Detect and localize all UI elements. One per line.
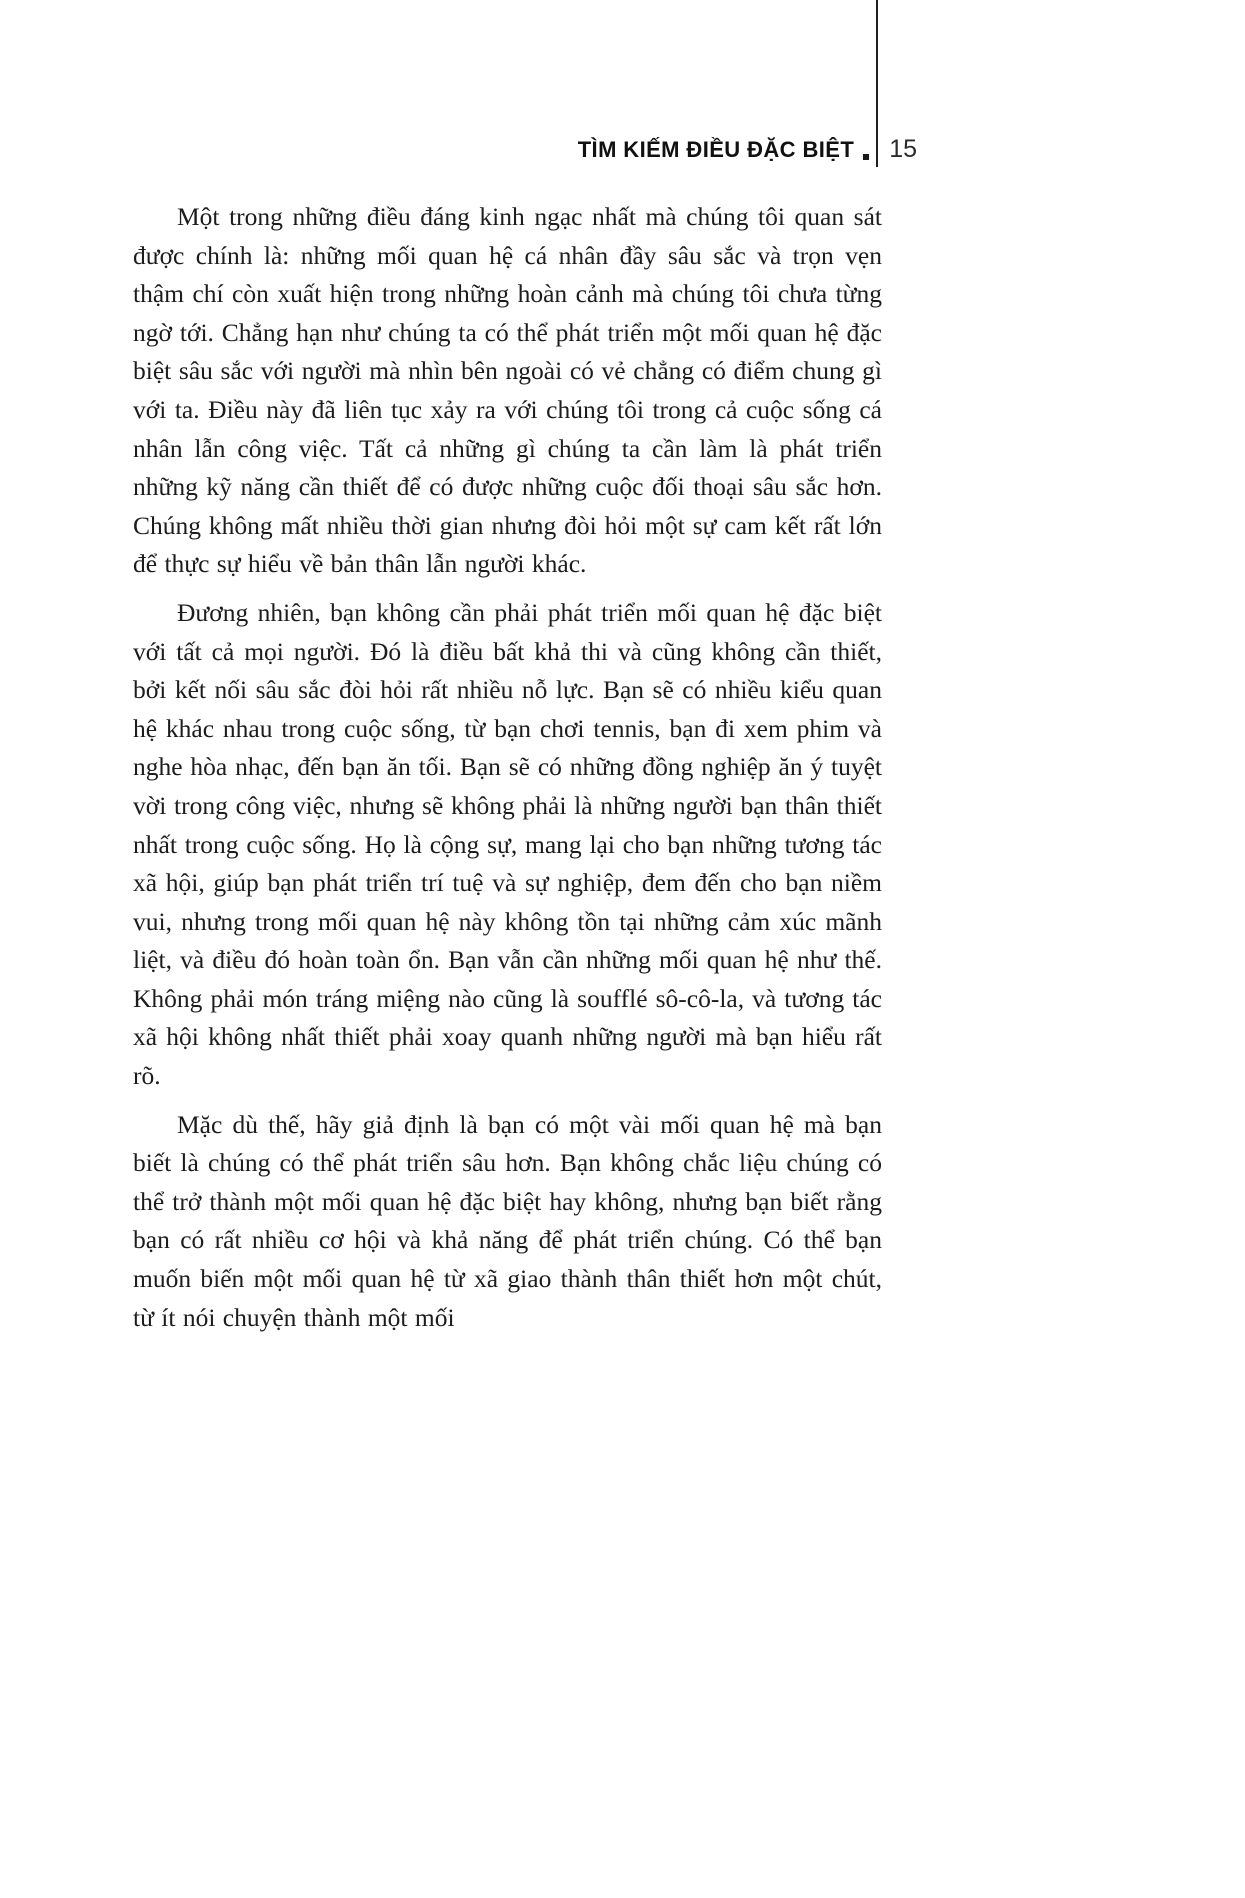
paragraph: Mặc dù thế, hãy giả định là bạn có một vài mối quan hệ mà bạn biết là chúng có thể phát triển sâu hơn. Bạn không chắc liệu chúng có thể trở thành một mối quan hệ đặc biệt hay không, nhưng bạn biết rằng bạn có rất nhiều cơ hội và khả năng để phát triển chúng. Có thể bạn muốn biến một mối quan hệ từ xã giao thành thân thiết hơn một chút, từ ít nói chuyện thành một mối (133, 1109, 882, 1332)
paragraph: Một trong những điều đáng kinh ngạc nhất mà chúng tôi quan sát được chính là: những mối quan hệ cá nhân đầy sâu sắc và trọn vẹn thậm chí còn xuất hiện trong những hoàn cảnh mà chúng tôi chưa từng ngờ tới. Chẳng hạn như chúng ta có thể phát triển một mối quan hệ đặc biệt sâu sắc với người mà nhìn bên ngoài có vẻ chẳng có điểm chung gì với ta. Điều này đã liên tục xảy ra với chúng tôi trong cả cuộc sống cá nhân lẫn công việc. Tất cả những gì chúng ta cần làm là phát triển những kỹ năng cần thiết để có được những cuộc đối thoại sâu sắc hơn. Chúng không mất nhiều thời gian nhưng đòi hỏi một sự cam kết rất lớn để thực sự hiểu về bản thân lẫn người khác. (133, 202, 882, 579)
body-text (133, 198, 882, 1347)
paragraph: Đương nhiên, bạn không cần phải phát triển mối quan hệ đặc biệt với tất cả mọi người. Đó là điều bất khả thi và cũng không cần thiết, bởi kết nối sâu sắc đòi hỏi rất nhiều nỗ lực. Bạn sẽ có nhiều kiểu quan hệ khác nhau trong cuộc sống, từ bạn chơi tennis, bạn đi xem phim và nghe hòa nhạc, đến bạn ăn tối. Bạn sẽ có những đồng nghiệp ăn ý tuyệt vời trong công việc, nhưng sẽ không phải là những người bạn thân thiết nhất trong cuộc sống. Họ là cộng sự, mang lại cho bạn những tương tác xã hội, giúp bạn phát triển trí tuệ và sự nghiệp, đem đến cho bạn niềm vui, nhưng trong mối quan hệ này không tồn tại những cảm xúc mãnh liệt, và điều đó hoàn toàn ổn. Bạn vẫn cần những mối quan hệ như thế. Không phải món tráng miệng nào cũng là soufflé sô-cô-la, và tương tác xã hội không nhất thiết phải xoay quanh những người mà bạn hiểu rất rõ. (133, 597, 882, 1091)
dot-separator (863, 154, 869, 160)
page-number: 15 (889, 135, 917, 163)
running-head-title: TÌM KIẾM ĐIỀU ĐẶC BIỆT (577, 137, 855, 162)
page-header (578, 135, 917, 164)
